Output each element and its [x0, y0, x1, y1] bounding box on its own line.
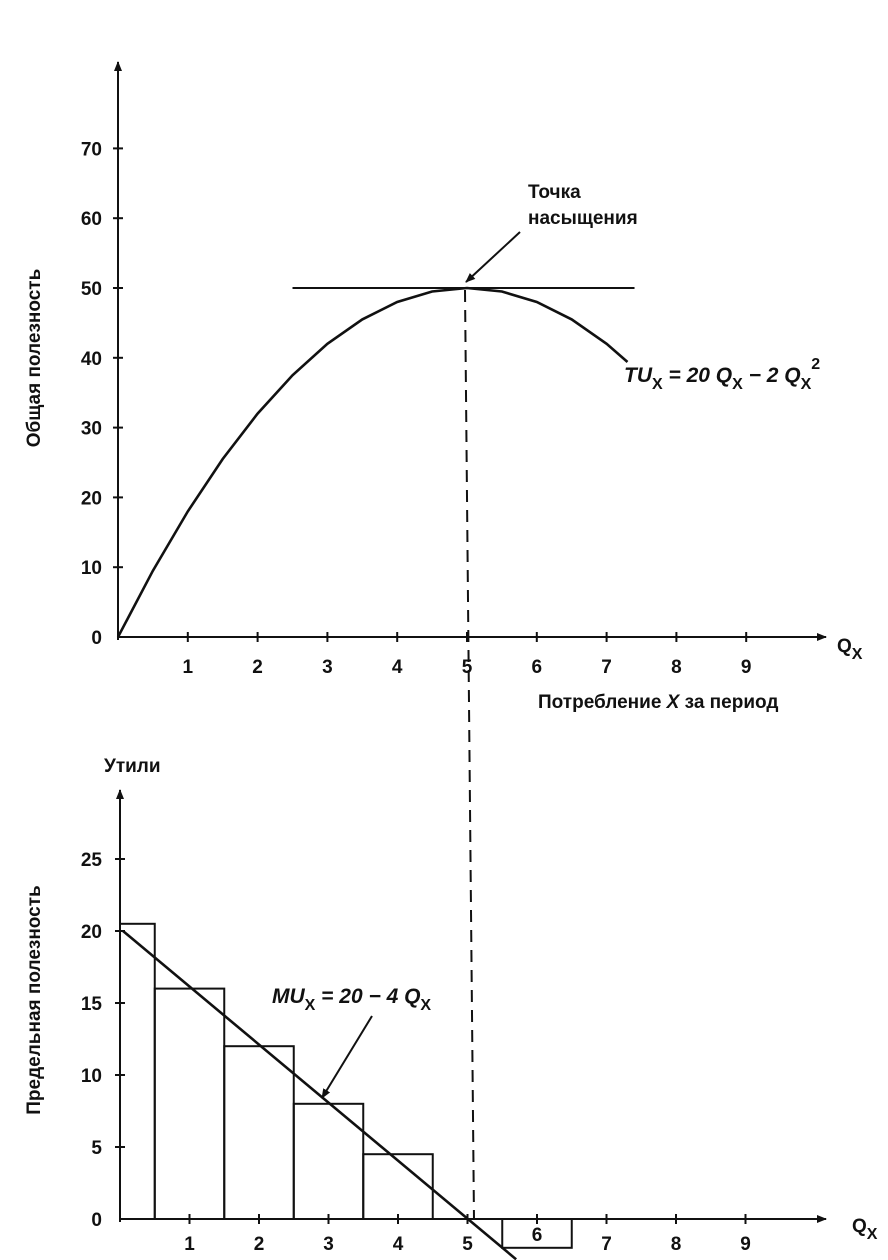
- mu-bars: [120, 924, 572, 1248]
- tu-y-axis-label: Общая полезность: [24, 268, 45, 448]
- mu-bar: [224, 1046, 294, 1219]
- mu-x-tick-label: 3: [323, 1234, 334, 1255]
- tu-x-tick-label: 1: [182, 657, 194, 678]
- tu-y-tick-label: 70: [80, 139, 102, 161]
- mu-x-tick-label: 7: [601, 1234, 612, 1255]
- saturation-annotation-line2: насыщения: [528, 208, 638, 229]
- mu-y-ticks: [81, 850, 125, 1231]
- tu-x-tick-label: 8: [671, 657, 682, 678]
- mu-bar: [120, 924, 155, 1219]
- tu-x-tick-label: 4: [391, 657, 403, 678]
- mu-bar: [294, 1104, 364, 1219]
- saturation-annotation-line1: Точка: [528, 182, 581, 203]
- mu-equation-arrow: [322, 1016, 372, 1098]
- tu-y-tick-label: 20: [80, 488, 102, 510]
- tu-y-tick-label: 10: [80, 558, 102, 580]
- mu-x-tick-label: 1: [184, 1234, 195, 1255]
- total-utility-curve: [118, 288, 628, 637]
- mu-y-tick-label: 10: [80, 1066, 102, 1087]
- mu-y-tick-label: 0: [91, 1210, 102, 1231]
- tu-x-tick-label: 7: [601, 657, 612, 678]
- mu-x-tick-label: 5: [462, 1234, 473, 1255]
- tu-x-tick-label: 9: [740, 657, 752, 678]
- tu-y-tick-label: 0: [91, 628, 102, 649]
- tu-x-ticks: [183, 632, 752, 678]
- mu-y-tick-label: 20: [80, 922, 102, 943]
- mu-x-tick-label: 9: [740, 1234, 751, 1255]
- mu-y-tick-label: 15: [80, 994, 102, 1015]
- saturation-dashed-line: [465, 290, 474, 1220]
- mu-bar: [155, 989, 225, 1219]
- marginal-utility-chart: [24, 756, 878, 1259]
- mu-y-axis-label: Предельная полезность: [24, 885, 45, 1115]
- mu-x-tick-label: 8: [670, 1234, 682, 1255]
- tu-y-tick-label: 40: [80, 348, 102, 370]
- marginal-utility-line: [123, 931, 516, 1259]
- mu-x-tick-label: 2: [253, 1234, 265, 1255]
- tu-x-tick-label: 6: [531, 657, 543, 678]
- mu-units-label: Утили: [104, 756, 161, 777]
- total-utility-chart: [24, 62, 863, 713]
- tu-y-ticks: [81, 139, 123, 649]
- tu-y-tick-label: 50: [80, 279, 102, 300]
- tu-x-axis-label: Потребление X за период: [538, 692, 779, 713]
- mu-bar: [363, 1154, 433, 1219]
- tu-y-tick-label: 30: [80, 418, 102, 440]
- mu-y-tick-label: 5: [91, 1138, 102, 1159]
- mu-x-tick-label: 6: [531, 1225, 543, 1246]
- saturation-annotation-arrow: [466, 232, 520, 282]
- tu-y-tick-label: 60: [80, 209, 102, 231]
- tu-x-axis-symbol: $Q_X$: [837, 636, 863, 663]
- mu-x-axis-symbol: $Q_X$: [852, 1216, 878, 1243]
- tu-x-tick-label: 3: [322, 657, 333, 678]
- mu-equation: $MU_X = 20 - 4$ $Q_X$: [272, 985, 432, 1014]
- tu-x-tick-label: 5: [461, 657, 473, 678]
- mu-x-tick-label: 4: [392, 1234, 404, 1255]
- mu-y-tick-label: 25: [80, 850, 102, 871]
- tu-equation: $TU_X = 20$ $Q_X - 2$ $Q_X^2$: [624, 356, 821, 393]
- tu-x-tick-label: 2: [252, 657, 263, 678]
